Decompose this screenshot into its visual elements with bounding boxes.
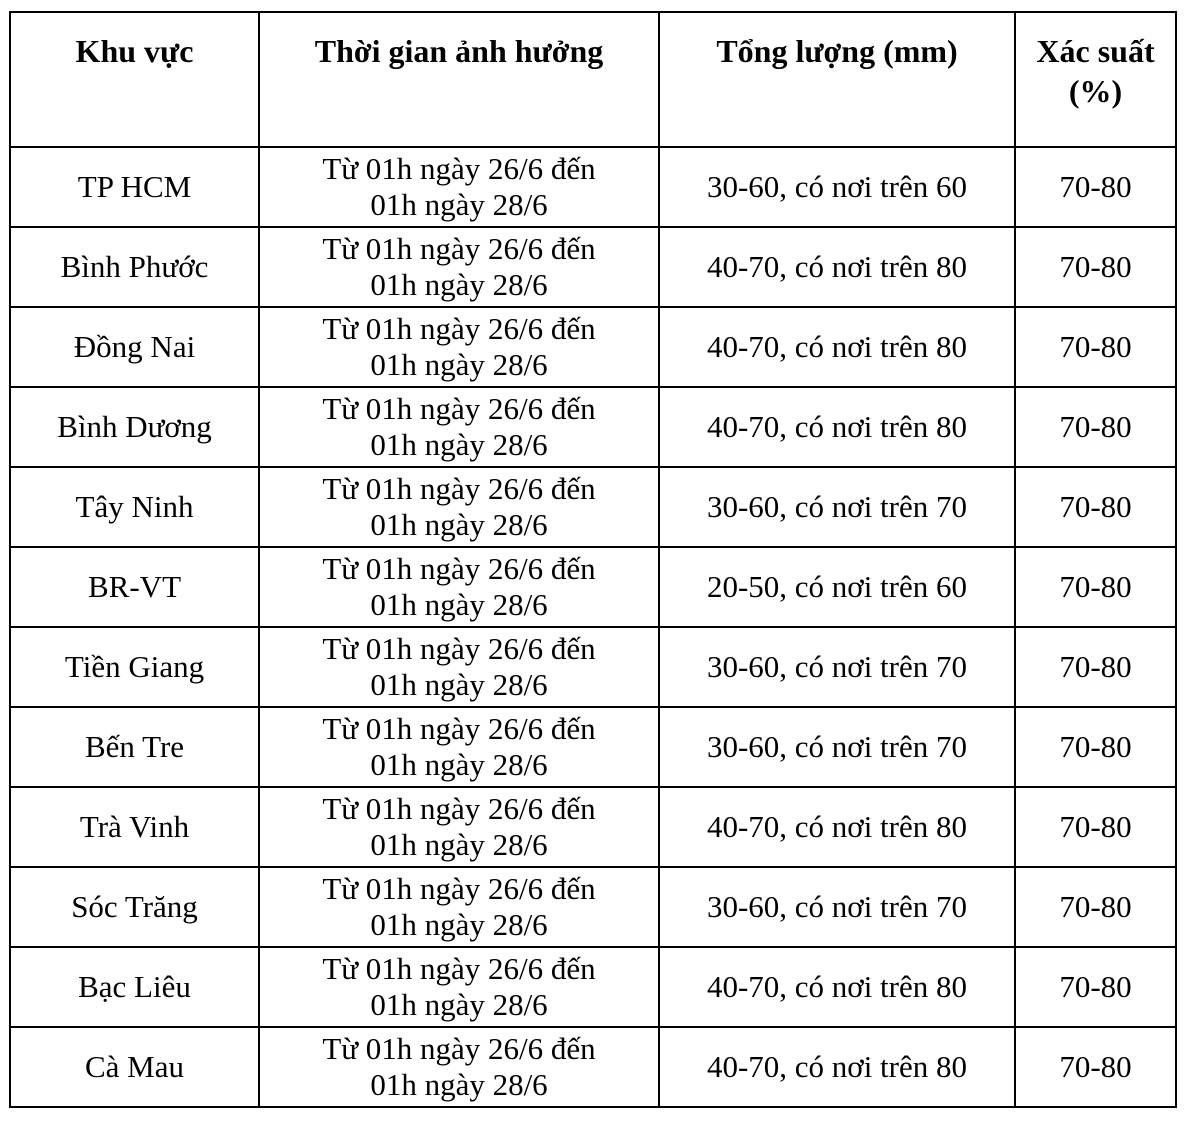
cell-time xyxy=(259,1027,659,1107)
cell-time-line1: Từ 01h ngày 26/6 đến xyxy=(322,151,596,186)
cell-amount: 40-70, có nơi trên 80 xyxy=(659,227,1015,307)
rainfall-forecast-table-wrapper xyxy=(9,11,1177,1108)
cell-probability: 70-80 xyxy=(1015,467,1176,547)
cell-time-line1: Từ 01h ngày 26/6 đến xyxy=(322,311,596,346)
table-row xyxy=(10,147,1176,227)
cell-time-line2: 01h ngày 28/6 xyxy=(370,747,548,782)
cell-probability: 70-80 xyxy=(1015,1027,1176,1107)
table-row xyxy=(10,227,1176,307)
cell-amount: 30-60, có nơi trên 70 xyxy=(659,627,1015,707)
cell-amount: 30-60, có nơi trên 70 xyxy=(659,467,1015,547)
cell-amount: 40-70, có nơi trên 80 xyxy=(659,787,1015,867)
cell-time xyxy=(259,547,659,627)
cell-amount: 40-70, có nơi trên 80 xyxy=(659,947,1015,1027)
header-amount: Tổng lượng (mm) xyxy=(659,12,1015,147)
cell-amount: 20-50, có nơi trên 60 xyxy=(659,547,1015,627)
table-row xyxy=(10,547,1176,627)
cell-time-line1: Từ 01h ngày 26/6 đến xyxy=(322,551,596,586)
cell-time-line1: Từ 01h ngày 26/6 đến xyxy=(322,231,596,266)
table-body xyxy=(10,147,1176,1107)
cell-time-line2: 01h ngày 28/6 xyxy=(370,507,548,542)
cell-probability: 70-80 xyxy=(1015,707,1176,787)
table-row xyxy=(10,707,1176,787)
table-header xyxy=(10,12,1176,147)
cell-time xyxy=(259,467,659,547)
table-row xyxy=(10,947,1176,1027)
header-probability-line2: (%) xyxy=(1068,73,1123,109)
cell-time xyxy=(259,947,659,1027)
cell-time-line1: Từ 01h ngày 26/6 đến xyxy=(322,391,596,426)
header-region: Khu vực xyxy=(10,12,259,147)
cell-probability: 70-80 xyxy=(1015,787,1176,867)
cell-region: Bến Tre xyxy=(10,707,259,787)
cell-region: Đồng Nai xyxy=(10,307,259,387)
cell-amount: 30-60, có nơi trên 70 xyxy=(659,707,1015,787)
cell-probability: 70-80 xyxy=(1015,387,1176,467)
cell-probability: 70-80 xyxy=(1015,307,1176,387)
header-time: Thời gian ảnh hưởng xyxy=(259,12,659,147)
cell-probability: 70-80 xyxy=(1015,867,1176,947)
cell-region: Trà Vinh xyxy=(10,787,259,867)
table-row xyxy=(10,307,1176,387)
cell-time-line2: 01h ngày 28/6 xyxy=(370,347,548,382)
cell-region: Bình Dương xyxy=(10,387,259,467)
cell-time-line1: Từ 01h ngày 26/6 đến xyxy=(322,871,596,906)
cell-region: Cà Mau xyxy=(10,1027,259,1107)
cell-time xyxy=(259,627,659,707)
cell-amount: 40-70, có nơi trên 80 xyxy=(659,307,1015,387)
cell-amount: 30-60, có nơi trên 60 xyxy=(659,147,1015,227)
cell-time-line1: Từ 01h ngày 26/6 đến xyxy=(322,791,596,826)
cell-time xyxy=(259,307,659,387)
cell-region: Bạc Liêu xyxy=(10,947,259,1027)
cell-time xyxy=(259,227,659,307)
header-row xyxy=(10,12,1176,147)
cell-time-line2: 01h ngày 28/6 xyxy=(370,827,548,862)
cell-time xyxy=(259,387,659,467)
table-row xyxy=(10,1027,1176,1107)
cell-region: Tiền Giang xyxy=(10,627,259,707)
cell-time xyxy=(259,707,659,787)
cell-time-line2: 01h ngày 28/6 xyxy=(370,1067,548,1102)
cell-time xyxy=(259,787,659,867)
cell-time-line2: 01h ngày 28/6 xyxy=(370,667,548,702)
table-row xyxy=(10,867,1176,947)
cell-probability: 70-80 xyxy=(1015,547,1176,627)
cell-probability: 70-80 xyxy=(1015,627,1176,707)
cell-amount: 40-70, có nơi trên 80 xyxy=(659,1027,1015,1107)
cell-region: Sóc Trăng xyxy=(10,867,259,947)
cell-time-line1: Từ 01h ngày 26/6 đến xyxy=(322,951,596,986)
header-probability-line1: Xác suất xyxy=(1036,33,1155,69)
cell-time-line2: 01h ngày 28/6 xyxy=(370,427,548,462)
table-row xyxy=(10,467,1176,547)
header-probability xyxy=(1015,12,1176,147)
cell-region: BR-VT xyxy=(10,547,259,627)
cell-amount: 30-60, có nơi trên 70 xyxy=(659,867,1015,947)
cell-time-line2: 01h ngày 28/6 xyxy=(370,267,548,302)
cell-time-line2: 01h ngày 28/6 xyxy=(370,987,548,1022)
cell-probability: 70-80 xyxy=(1015,227,1176,307)
rainfall-forecast-table xyxy=(9,11,1177,1108)
table-row xyxy=(10,787,1176,867)
cell-region: TP HCM xyxy=(10,147,259,227)
cell-time-line1: Từ 01h ngày 26/6 đến xyxy=(322,1031,596,1066)
cell-time-line2: 01h ngày 28/6 xyxy=(370,587,548,622)
cell-time xyxy=(259,147,659,227)
cell-probability: 70-80 xyxy=(1015,147,1176,227)
cell-time-line1: Từ 01h ngày 26/6 đến xyxy=(322,631,596,666)
table-row xyxy=(10,387,1176,467)
cell-time-line2: 01h ngày 28/6 xyxy=(370,907,548,942)
cell-region: Tây Ninh xyxy=(10,467,259,547)
cell-amount: 40-70, có nơi trên 80 xyxy=(659,387,1015,467)
cell-time-line2: 01h ngày 28/6 xyxy=(370,187,548,222)
cell-time xyxy=(259,867,659,947)
cell-time-line1: Từ 01h ngày 26/6 đến xyxy=(322,471,596,506)
cell-time-line1: Từ 01h ngày 26/6 đến xyxy=(322,711,596,746)
table-row xyxy=(10,627,1176,707)
cell-region: Bình Phước xyxy=(10,227,259,307)
cell-probability: 70-80 xyxy=(1015,947,1176,1027)
